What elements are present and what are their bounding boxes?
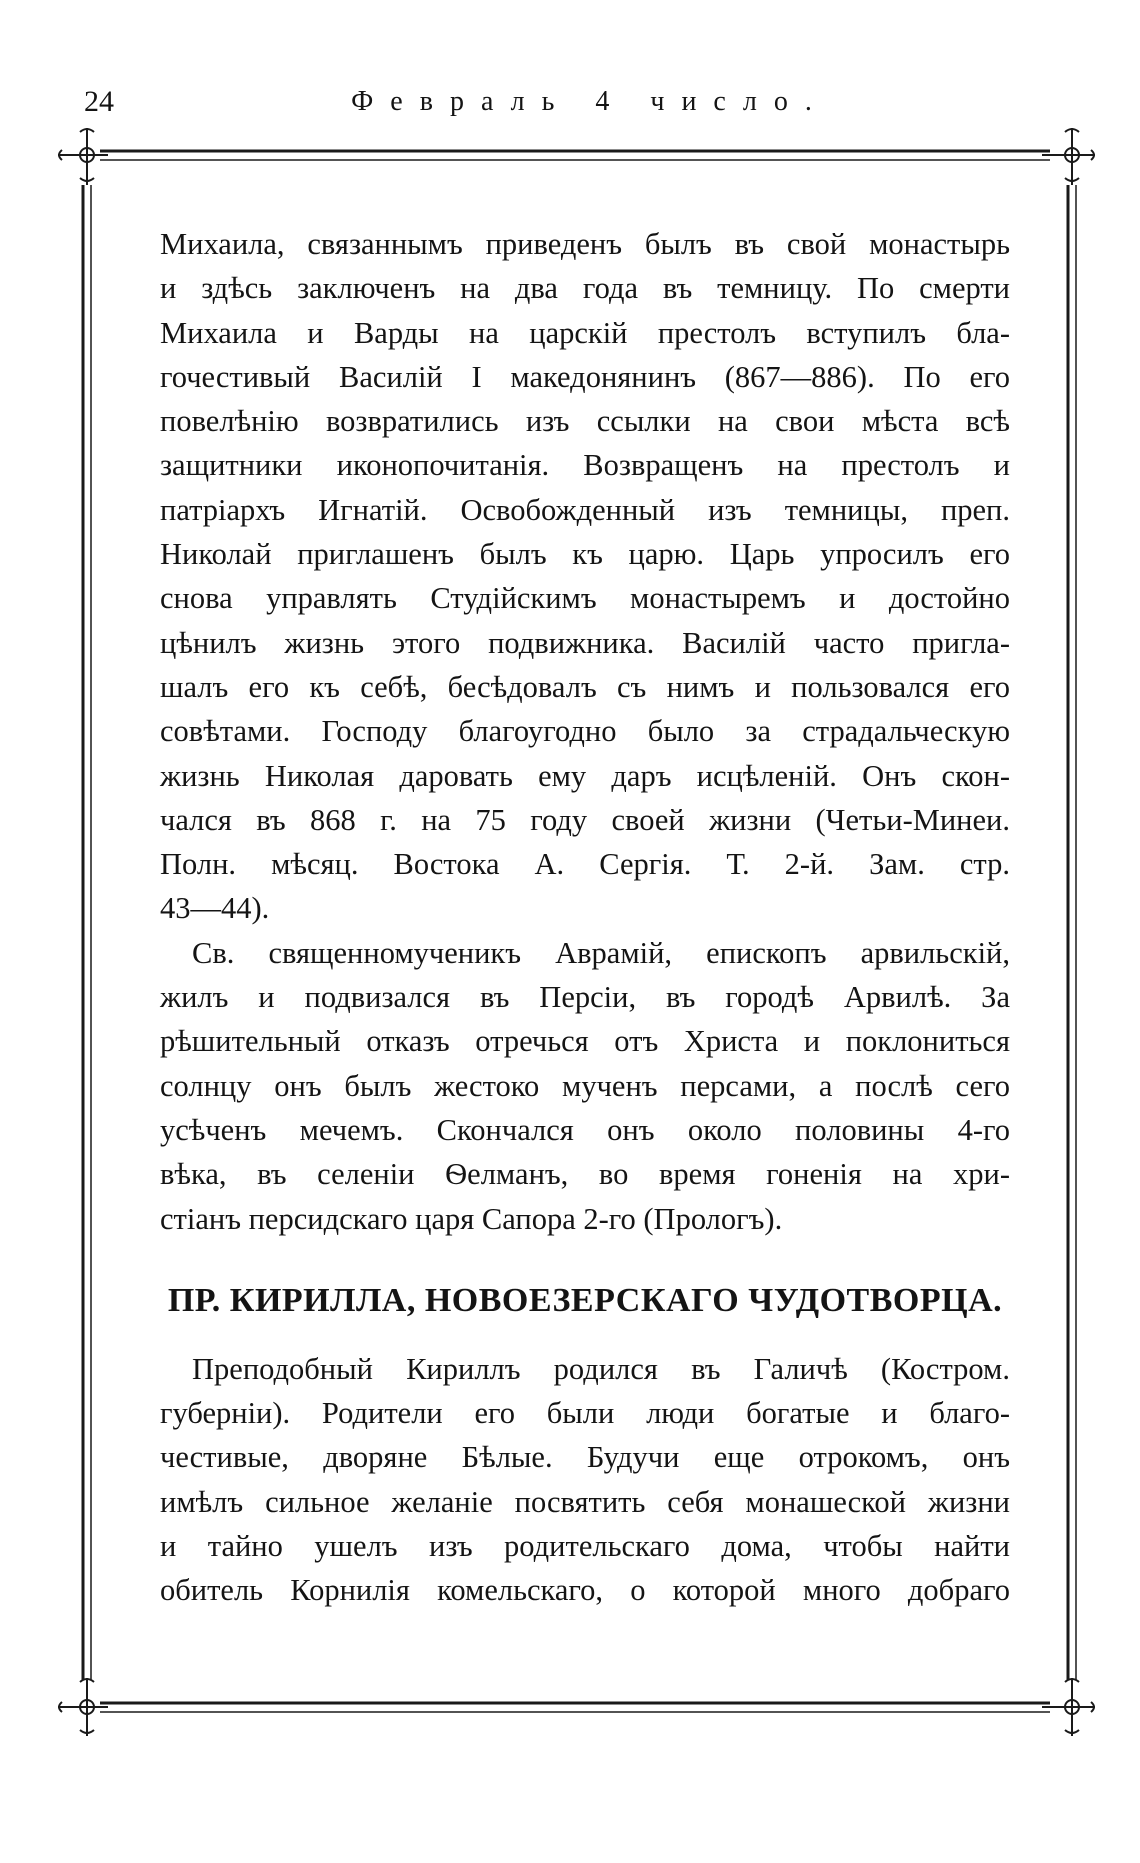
text-line: вѣка, въ селеніи Ѳелманъ, во время гоненія на хри- bbox=[160, 1157, 1010, 1192]
text-line: солнцу онъ былъ жестоко мученъ персами, а послѣ сего bbox=[160, 1068, 1010, 1103]
page-number: 24 bbox=[84, 85, 114, 118]
text-line: патріархъ Игнатій. Освобожденный изъ темницы, преп. bbox=[160, 492, 1010, 527]
text-line: повелѣнію возвратились изъ ссылки на свои мѣста всѣ bbox=[160, 404, 1010, 439]
paragraph-kirill bbox=[160, 1347, 1010, 1613]
text-line: жилъ и подвизался въ Персіи, въ городѣ Арвилѣ. За bbox=[160, 980, 1010, 1015]
text-line: стіанъ персидскаго царя Сапора 2-го (Прологъ). bbox=[160, 1201, 783, 1236]
text-line: и здѣсь заключенъ на два года въ темницу. По смерти bbox=[160, 271, 1010, 306]
text-line: имѣлъ сильное желаніе посвятить себя монашеской жизни bbox=[160, 1484, 1010, 1519]
text-line: шалъ его къ себѣ, бесѣдовалъ съ нимъ и пользовался его bbox=[160, 669, 1010, 704]
text-line: Преподобный Кириллъ родился въ Галичѣ (Костром. bbox=[192, 1351, 1010, 1386]
corner-ornament-top-left bbox=[58, 128, 108, 185]
text-line: губерніи). Родители его были люди богатые и благо- bbox=[160, 1396, 1010, 1431]
text-line: рѣшительный отказъ отречься отъ Христа и поклониться bbox=[160, 1024, 1010, 1059]
corner-ornament-bottom-left bbox=[58, 1678, 108, 1736]
section-title: ПР. КИРИЛЛА, НОВОЕЗЕРСКАГО ЧУДОТВОРЦА. bbox=[167, 1281, 1003, 1319]
corner-ornament-top-right bbox=[1042, 128, 1095, 185]
text-line: гочестивый Василій I македонянинъ (867—886). По его bbox=[160, 359, 1010, 394]
text-line: Михаила и Варды на царскій престолъ вступилъ бла- bbox=[160, 315, 1010, 350]
text-line: усѣченъ мечемъ. Скончался онъ около половины 4-го bbox=[160, 1112, 1010, 1147]
paragraph-nikolai bbox=[160, 222, 1010, 931]
text-line: Св. священномученикъ Аврамій, епископъ арвильскій, bbox=[192, 935, 1010, 970]
corner-ornament-bottom-right bbox=[1042, 1678, 1095, 1736]
text-line: жизнь Николая даровать ему даръ исцѣленій. Онъ скон- bbox=[160, 758, 1010, 793]
text-line: и тайно ушелъ изъ родительскаго дома, чтобы найти bbox=[160, 1529, 1010, 1564]
text-line: цѣнилъ жизнь этого подвижника. Василій часто пригла- bbox=[160, 625, 1010, 660]
text-line: Николай приглашенъ былъ къ царю. Царь упросилъ его bbox=[160, 537, 1010, 572]
text-line: 43—44). bbox=[160, 891, 270, 926]
text-line: обитель Корнилія комельскаго, о которой много добраго bbox=[160, 1573, 1010, 1608]
paragraph-avramii bbox=[160, 931, 1010, 1241]
text-line: снова управлять Студійскимъ монастыремъ и достойно bbox=[160, 581, 1010, 616]
text-line: чался въ 868 г. на 75 году своей жизни (Четьи-Минеи. bbox=[160, 802, 1010, 837]
text-line: Полн. мѣсяц. Востока А. Сергія. Т. 2-й. Зам. стр. bbox=[160, 847, 1010, 882]
text-line: Михаила, связаннымъ приведенъ былъ въ свой монастырь bbox=[160, 227, 1010, 261]
running-title: Февраль 4 число. bbox=[351, 86, 829, 117]
text-line: честивые, дворяне Бѣлые. Будучи еще отрокомъ, онъ bbox=[160, 1440, 1010, 1475]
text-line: совѣтами. Господу благоугодно было за страдальческую bbox=[160, 714, 1010, 749]
main-text bbox=[160, 222, 1010, 1613]
text-line: защитники иконопочитанія. Возвращенъ на престолъ и bbox=[160, 448, 1010, 483]
